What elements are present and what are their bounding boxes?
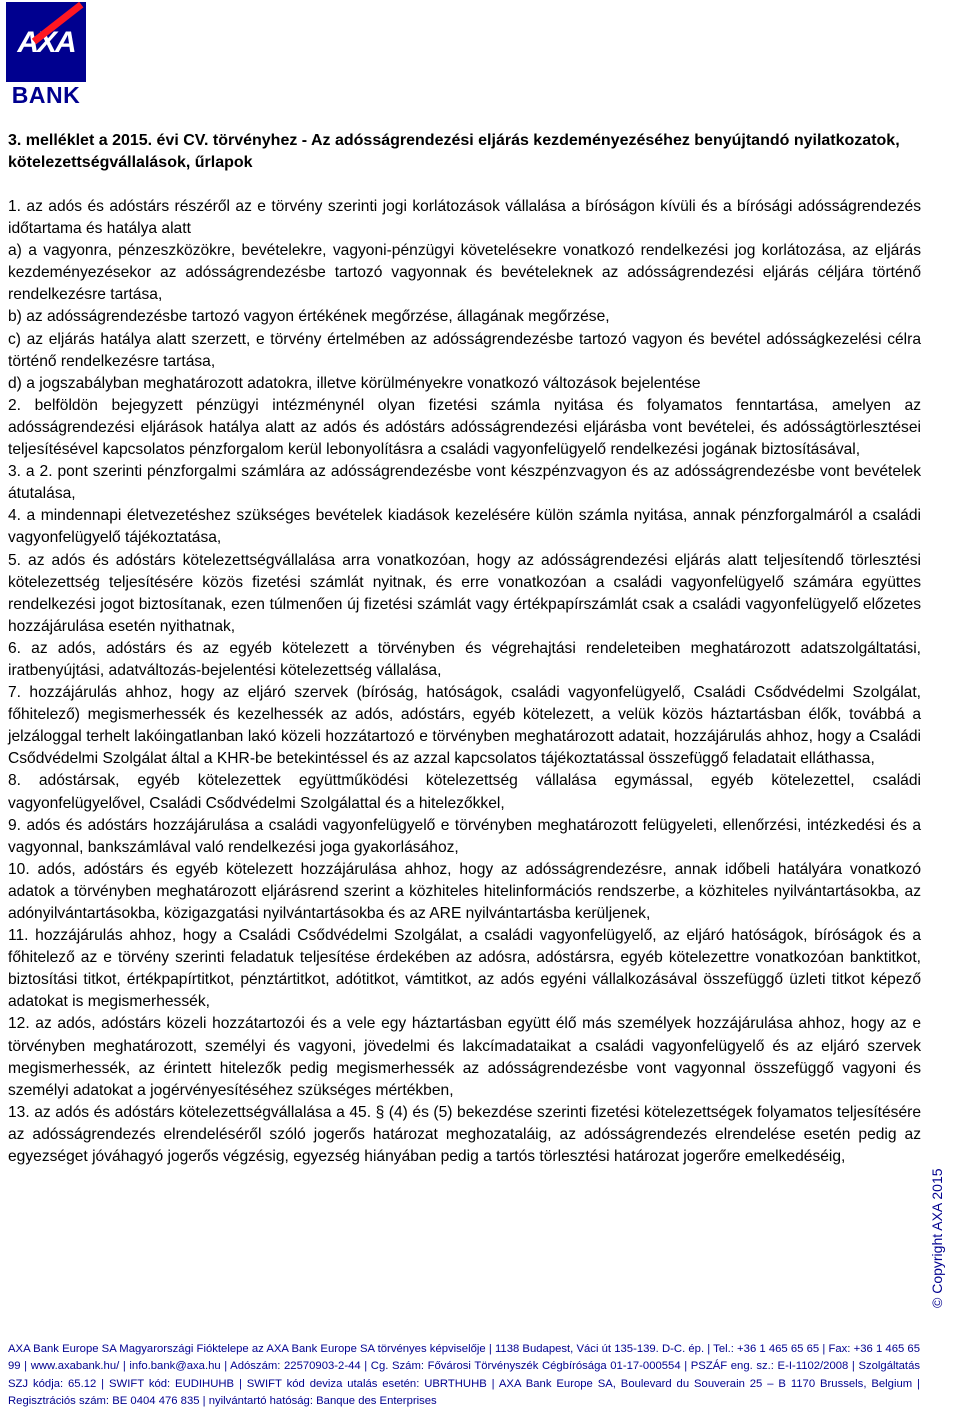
paragraph-8: 8. adóstársak, egyéb kötelezettek együttműködési kötelezettség vállalása egymással, egyéb kötelezettel, családi vagyonfelügyelővel, Családi Csődvédelmi Szolgálattal és a hitelezőkkel, <box>8 772 921 812</box>
logo-axa-text: AXA <box>17 26 75 59</box>
paragraph-10: 10. adós, adóstárs és egyéb kötelezett hozzájárulása ahhoz, hogy az adósságrendezésre, annak időbeli hatályára vonatkozó adatok a törvényben meghatározott eljárásrend szerint a közhiteles hitelinformációs rendszerbe, a közhiteles nyilvántartásokba, az adónyilvántartásokba, közigazgatási nyilvántartásokba és az ARE nyilvántartásba kerüljenek, <box>8 860 921 922</box>
paragraph-4: 4. a mindennapi életvezetéshez szükséges bevételek kiadások kezelésére külön számla nyitása, annak pénzforgalmáról a családi vagyonfelügyelő tájékoztatása, <box>8 507 921 547</box>
paragraph-1c: c) az eljárás hatálya alatt szerzett, e törvény értelmében az adósságrendezésbe tartozó vagyon és bevétel adósságkezelési célra történő rendelkezésre tartása, <box>8 330 921 370</box>
paragraph-11: 11. hozzájárulás ahhoz, hogy a Családi Csődvédelmi Szolgálat, a családi vagyonfelügyelő, az eljáró hatóságok, bíróságok és a főhitelező az e törvény szerinti feladatuk teljesítése érdekében az adósra, adóstársra, egyéb kötelezettre vonatkozóan banktitkot, biztosítási titkot, értékpapírtitkot, pénztártitkot, adótitkot, vámtitkot, az adós egyéni vállalkozásával összefüggő üzleti titkot képező adatokat is megismerhessék, <box>8 927 921 1011</box>
paragraph-1a: a) a vagyonra, pénzeszközökre, bevételekre, vagyoni-pénzügyi követelésekre vonatkozó rendelkezési jog korlátozása, az eljárás kezdeményezésekor az adósságrendezésbe tartozó vagyonnak és bevételeknek az adósságrendezési eljárás céljára történő rendelkezésre tartása, <box>8 242 921 304</box>
paragraph-5: 5. az adós és adóstárs kötelezettségvállalása arra vonatkozóan, hogy az adósságrendezési eljárás alatt teljesítendő törlesztési kötelezettség teljesítésére közös fizetési számlát nyitnak, és erre vonatkozóan a családi vagyonfelügyelő számára együttes rendelkezési jogot biztosítanak, ezen túlmenően új fizetési számlát vagy értékpapírszámlát csak a családi vagyonfelügyelő előzetes hozzájárulása esetén nyithatnak, <box>8 551 921 635</box>
paragraph-2: 2. belföldön bejegyzett pénzügyi intézménynél olyan fizetési számla nyitása és folyamatos fenntartása, amelyen az adósságrendezési eljárások hatálya alatt az adós és adóstárs adósságrendezési eljárásba vont bevételei, és adósságtörlesztései teljesítésével kapcsolatos pénzforgalom kerül lebonyolításra a családi vagyonfelügyelő rendelkezési jogának biztosításával, <box>8 396 921 459</box>
page-title: 3. melléklet a 2015. évi CV. törvényhez - Az adósságrendezési eljárás kezdeményezéséhez benyújtandó nyilatkozatok, kötelezettségvállalások, űrlapok <box>8 132 900 171</box>
axa-logo-mark <box>6 2 86 82</box>
paragraph-6: 6. az adós, adóstárs és az egyéb kötelezett a törvényben és végrehajtási rendeleteiben meghatározott adatszolgáltatási, iratbenyújtási, adatváltozás-bejelentési kötelezettség vállalása, <box>8 639 921 679</box>
paragraph-7: 7. hozzájárulás ahhoz, hogy az eljáró szervek (bíróság, hatóságok, családi vagyonfelügyelő, Családi Csődvédelmi Szolgálat, főhitelező) megismerhessék és kezelhessék az adós, adóstárs, egyéb kötelezett, a velük közös háztartásban élők, továbbá a jelzáloggal terhelt lakóingatlanban lakó közeli hozzátartozó e törvényben meghatározott adatait, hozzájárulás ahhoz, hogy a Családi Csődvédelmi Szolgálat által a KHR-be betekintéssel és az azzal kapcsolatos tájékoztatással összefüggő feladatait elláthassa, <box>8 684 921 768</box>
paragraph-13: 13. az adós és adóstárs kötelezettségvállalása a 45. § (4) és (5) bekezdése szerinti fizetési kötelezettségek folyamatos teljesítésére az adósságrendezés elrendeléséről szóló jogerős határozat meghozataláig, az adósságrendezés elrendelése esetén pedig az egyezséget jóváhagyó jogerős végzésig, egyezség hiányában pedig a tartós törlesztési határozat jogerőre emelkedéséig, <box>8 1103 921 1166</box>
paragraph-1b: b) az adósságrendezésbe tartozó vagyon értékének megőrzése, állagának megőrzése, <box>8 308 610 326</box>
copyright-text: © Copyright AXA 2015 <box>929 1168 945 1308</box>
paragraph-12: 12. az adós, adóstárs közeli hozzátartozói és a vele egy háztartásban együtt élő más személyek hozzájárulása ahhoz, hogy az e törvényben meghatározott, személyi és vagyoni, jövedelmi és lakcímadataikat a családi vagyonfelügyelő és az eljáró szervek megismerhessék, az érintett hitelezők pedig megismerhessék az adósságrendezésbe vont vagyonnal összefüggő vagyoni és személyi adatokat a jogérvényesítéséhez szükséges mértékben, <box>8 1015 921 1099</box>
paragraph-3: 3. a 2. pont szerinti pénzforgalmi számlára az adósságrendezésbe vont készpénzvagyon és az adósságrendezésbe vont bevételek átutalása, <box>8 463 921 503</box>
footer-legal-info: AXA Bank Europe SA Magyarországi Fióktelepe az AXA Bank Europe SA törvényes képviselője | 1138 Budapest, Váci út 135-139. D-C. ép. | Tel.: +36 1 465 65 65 | Fax: +36 1 465 65 99 | www.axabank.hu/ | info.bank@axa.hu | Adószám: 22570903-2-44 | Cg. Szám: Fővárosi Törvényszék Cégbírósága 01-17-000554 | PSZÁF eng. sz.: E-I-1102/2008 | Szolgáltatás SZJ kódja: 65.12 | SWIFT kód: EUDIHUHB | SWIFT kód deviza utalás esetén: UBRTHUHB | AXA Bank Europe SA, Boulevard du Souverain 25 – B 1170 Brussels, Belgium | Regisztrációs szám: BE 0404 476 835 | nyilvántartó hatóság: Banque des Enterprises <box>8 1343 920 1408</box>
axa-bank-logo <box>6 2 86 108</box>
paragraph-9: 9. adós és adóstárs hozzájárulása a családi vagyonfelügyelő e törvényben meghatározott felügyeleti, ellenőrzési, intézkedési és a vagyonnal, bankszámlával való rendelkezési joga gyakorlásához, <box>8 816 921 856</box>
paragraph-1d: d) a jogszabályban meghatározott adatokra, illetve körülményekre vonatkozó változások bejelentése <box>8 374 701 392</box>
document-body <box>8 196 921 1168</box>
logo-bank-text: BANK <box>11 82 81 108</box>
paragraph-1: 1. az adós és adóstárs részéről az e törvény szerinti jogi korlátozások vállalása a bíróságon kívüli és a bírósági adósságrendezés időtartama és hatálya alatt <box>8 198 921 238</box>
